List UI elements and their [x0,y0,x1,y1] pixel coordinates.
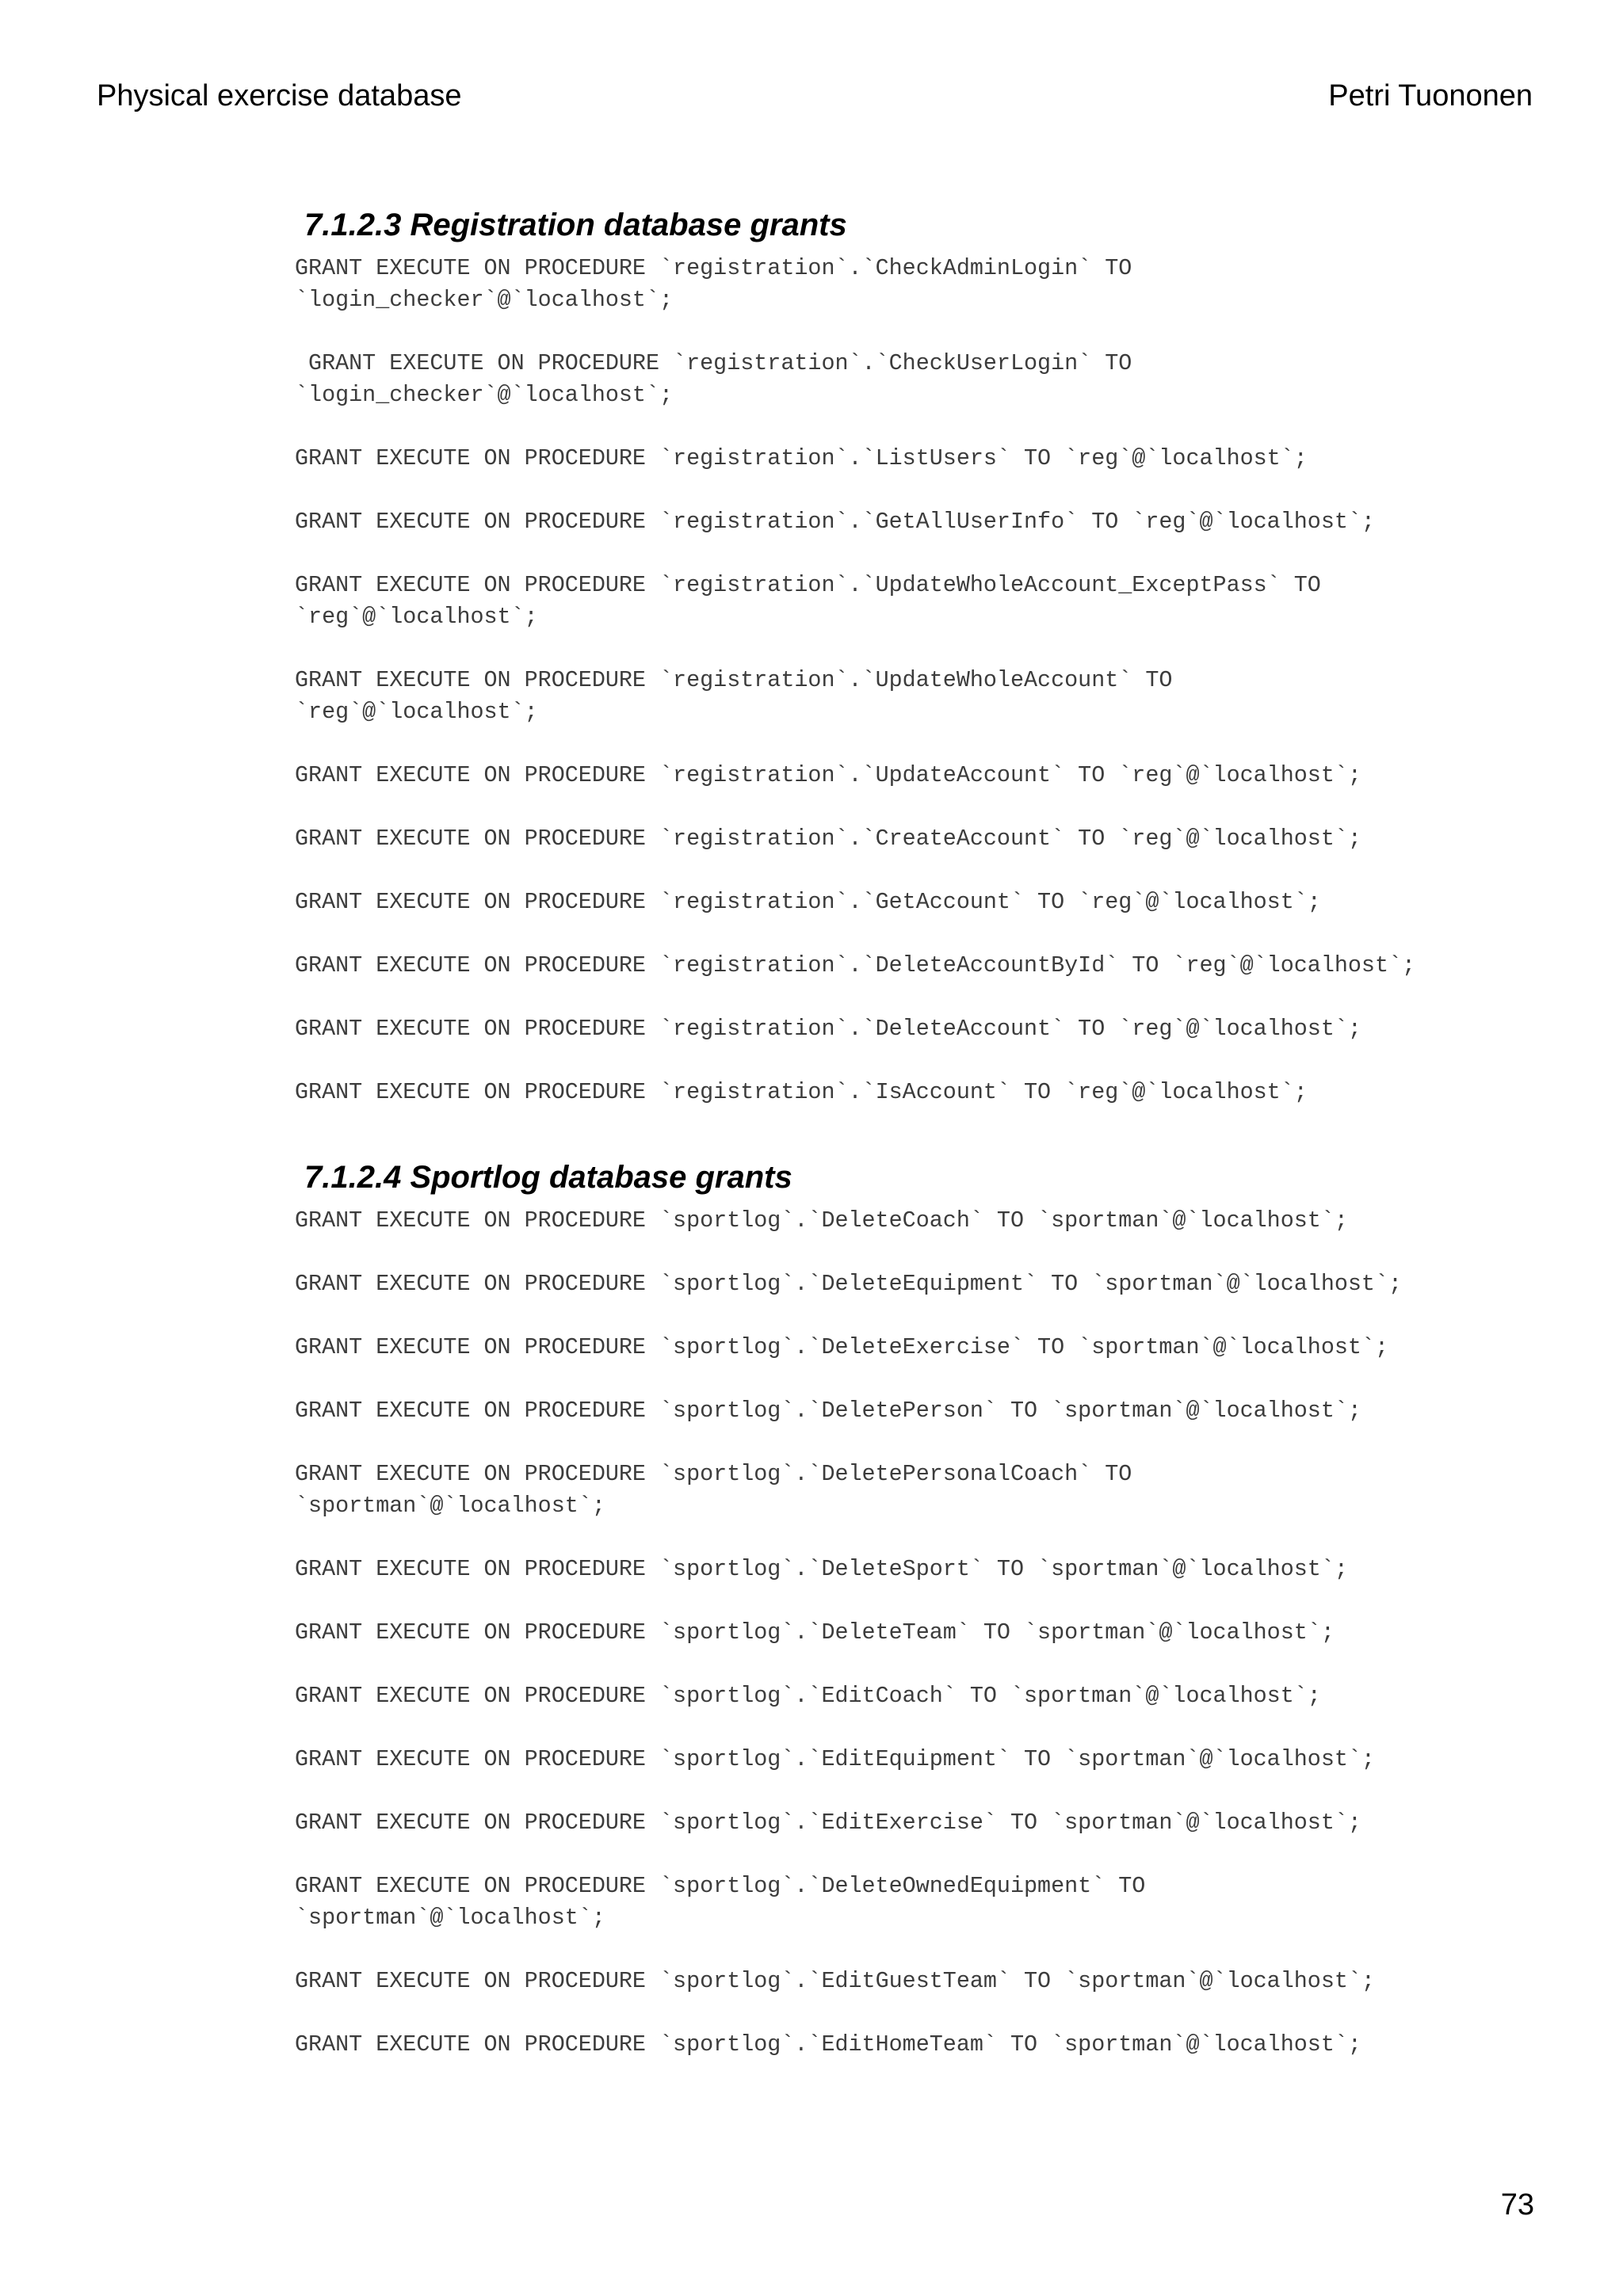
page-number: 73 [1500,2188,1534,2222]
code-statement: GRANT EXECUTE ON PROCEDURE `sportlog`.`EditHomeTeam` TO `sportman`@`localhost`; [295,2031,1361,2058]
code-statement: GRANT EXECUTE ON PROCEDURE `sportlog`.`EditExercise` TO `sportman`@`localhost`; [295,1810,1361,1836]
section-registration-grants [295,204,1563,1108]
code-statement: GRANT EXECUTE ON PROCEDURE `sportlog`.`EditGuestTeam` TO `sportman`@`localhost`; [295,1968,1375,1994]
code-statement: GRANT EXECUTE ON PROCEDURE `sportlog`.`DeleteEquipment` TO `sportman`@`localhost`; [295,1271,1403,1297]
code-statement: GRANT EXECUTE ON PROCEDURE `registration`.`ListUsers` TO `reg`@`localhost`; [295,445,1308,471]
page-content [295,204,1563,2061]
code-statement: GRANT EXECUTE ON PROCEDURE `registration`.`UpdateWholeAccount_ExceptPass` TO `reg`@`localhost`; [295,572,1321,630]
code-statement: GRANT EXECUTE ON PROCEDURE `sportlog`.`DeleteTeam` TO `sportman`@`localhost`; [295,1619,1335,1646]
section-heading: 7.1.2.4 Sportlog database grants [304,1160,792,1195]
code-statement: GRANT EXECUTE ON PROCEDURE `registration`.`IsAccount` TO `reg`@`localhost`; [295,1079,1308,1105]
document-title: Physical exercise database [97,79,462,113]
code-statement: GRANT EXECUTE ON PROCEDURE `registration`.`GetAccount` TO `reg`@`localhost`; [295,889,1321,915]
code-statement: GRANT EXECUTE ON PROCEDURE `registration`.`CheckUserLogin` TO `login_checker`@`localhost`; [295,350,1132,408]
code-statement: GRANT EXECUTE ON PROCEDURE `registration`.`GetAllUserInfo` TO `reg`@`localhost`; [295,509,1375,535]
author-name: Petri Tuononen [1328,79,1533,113]
code-statement: GRANT EXECUTE ON PROCEDURE `sportlog`.`DeleteCoach` TO `sportman`@`localhost`; [295,1207,1348,1234]
code-statement: GRANT EXECUTE ON PROCEDURE `registration`.`UpdateAccount` TO `reg`@`localhost`; [295,762,1361,788]
code-statement: GRANT EXECUTE ON PROCEDURE `sportlog`.`DeletePerson` TO `sportman`@`localhost`; [295,1398,1361,1424]
code-statement: GRANT EXECUTE ON PROCEDURE `sportlog`.`DeleteSport` TO `sportman`@`localhost`; [295,1556,1348,1582]
code-statement: GRANT EXECUTE ON PROCEDURE `registration`.`CheckAdminLogin` TO `login_checker`@`localhost`; [295,255,1132,313]
page-header [97,78,1533,114]
code-statement: GRANT EXECUTE ON PROCEDURE `sportlog`.`DeletePersonalCoach` TO `sportman`@`localhost`; [295,1461,1132,1519]
code-statement: GRANT EXECUTE ON PROCEDURE `sportlog`.`DeleteExercise` TO `sportman`@`localhost`; [295,1334,1389,1360]
code-statement: GRANT EXECUTE ON PROCEDURE `sportlog`.`EditCoach` TO `sportman`@`localhost`; [295,1683,1321,1709]
code-statement: GRANT EXECUTE ON PROCEDURE `registration`.`UpdateWholeAccount` TO `reg`@`localhost`; [295,667,1173,725]
code-statement: GRANT EXECUTE ON PROCEDURE `registration`.`DeleteAccountById` TO `reg`@`localhost`; [295,952,1416,978]
section-heading: 7.1.2.3 Registration database grants [304,208,847,242]
section-sportlog-grants [295,1156,1563,2061]
code-statement: GRANT EXECUTE ON PROCEDURE `registration`.`DeleteAccount` TO `reg`@`localhost`; [295,1016,1361,1042]
code-statement: GRANT EXECUTE ON PROCEDURE `registration`.`CreateAccount` TO `reg`@`localhost`; [295,826,1361,852]
code-statement: GRANT EXECUTE ON PROCEDURE `sportlog`.`EditEquipment` TO `sportman`@`localhost`; [295,1746,1375,1772]
code-statement: GRANT EXECUTE ON PROCEDURE `sportlog`.`DeleteOwnedEquipment` TO `sportman`@`localhost`; [295,1873,1146,1931]
